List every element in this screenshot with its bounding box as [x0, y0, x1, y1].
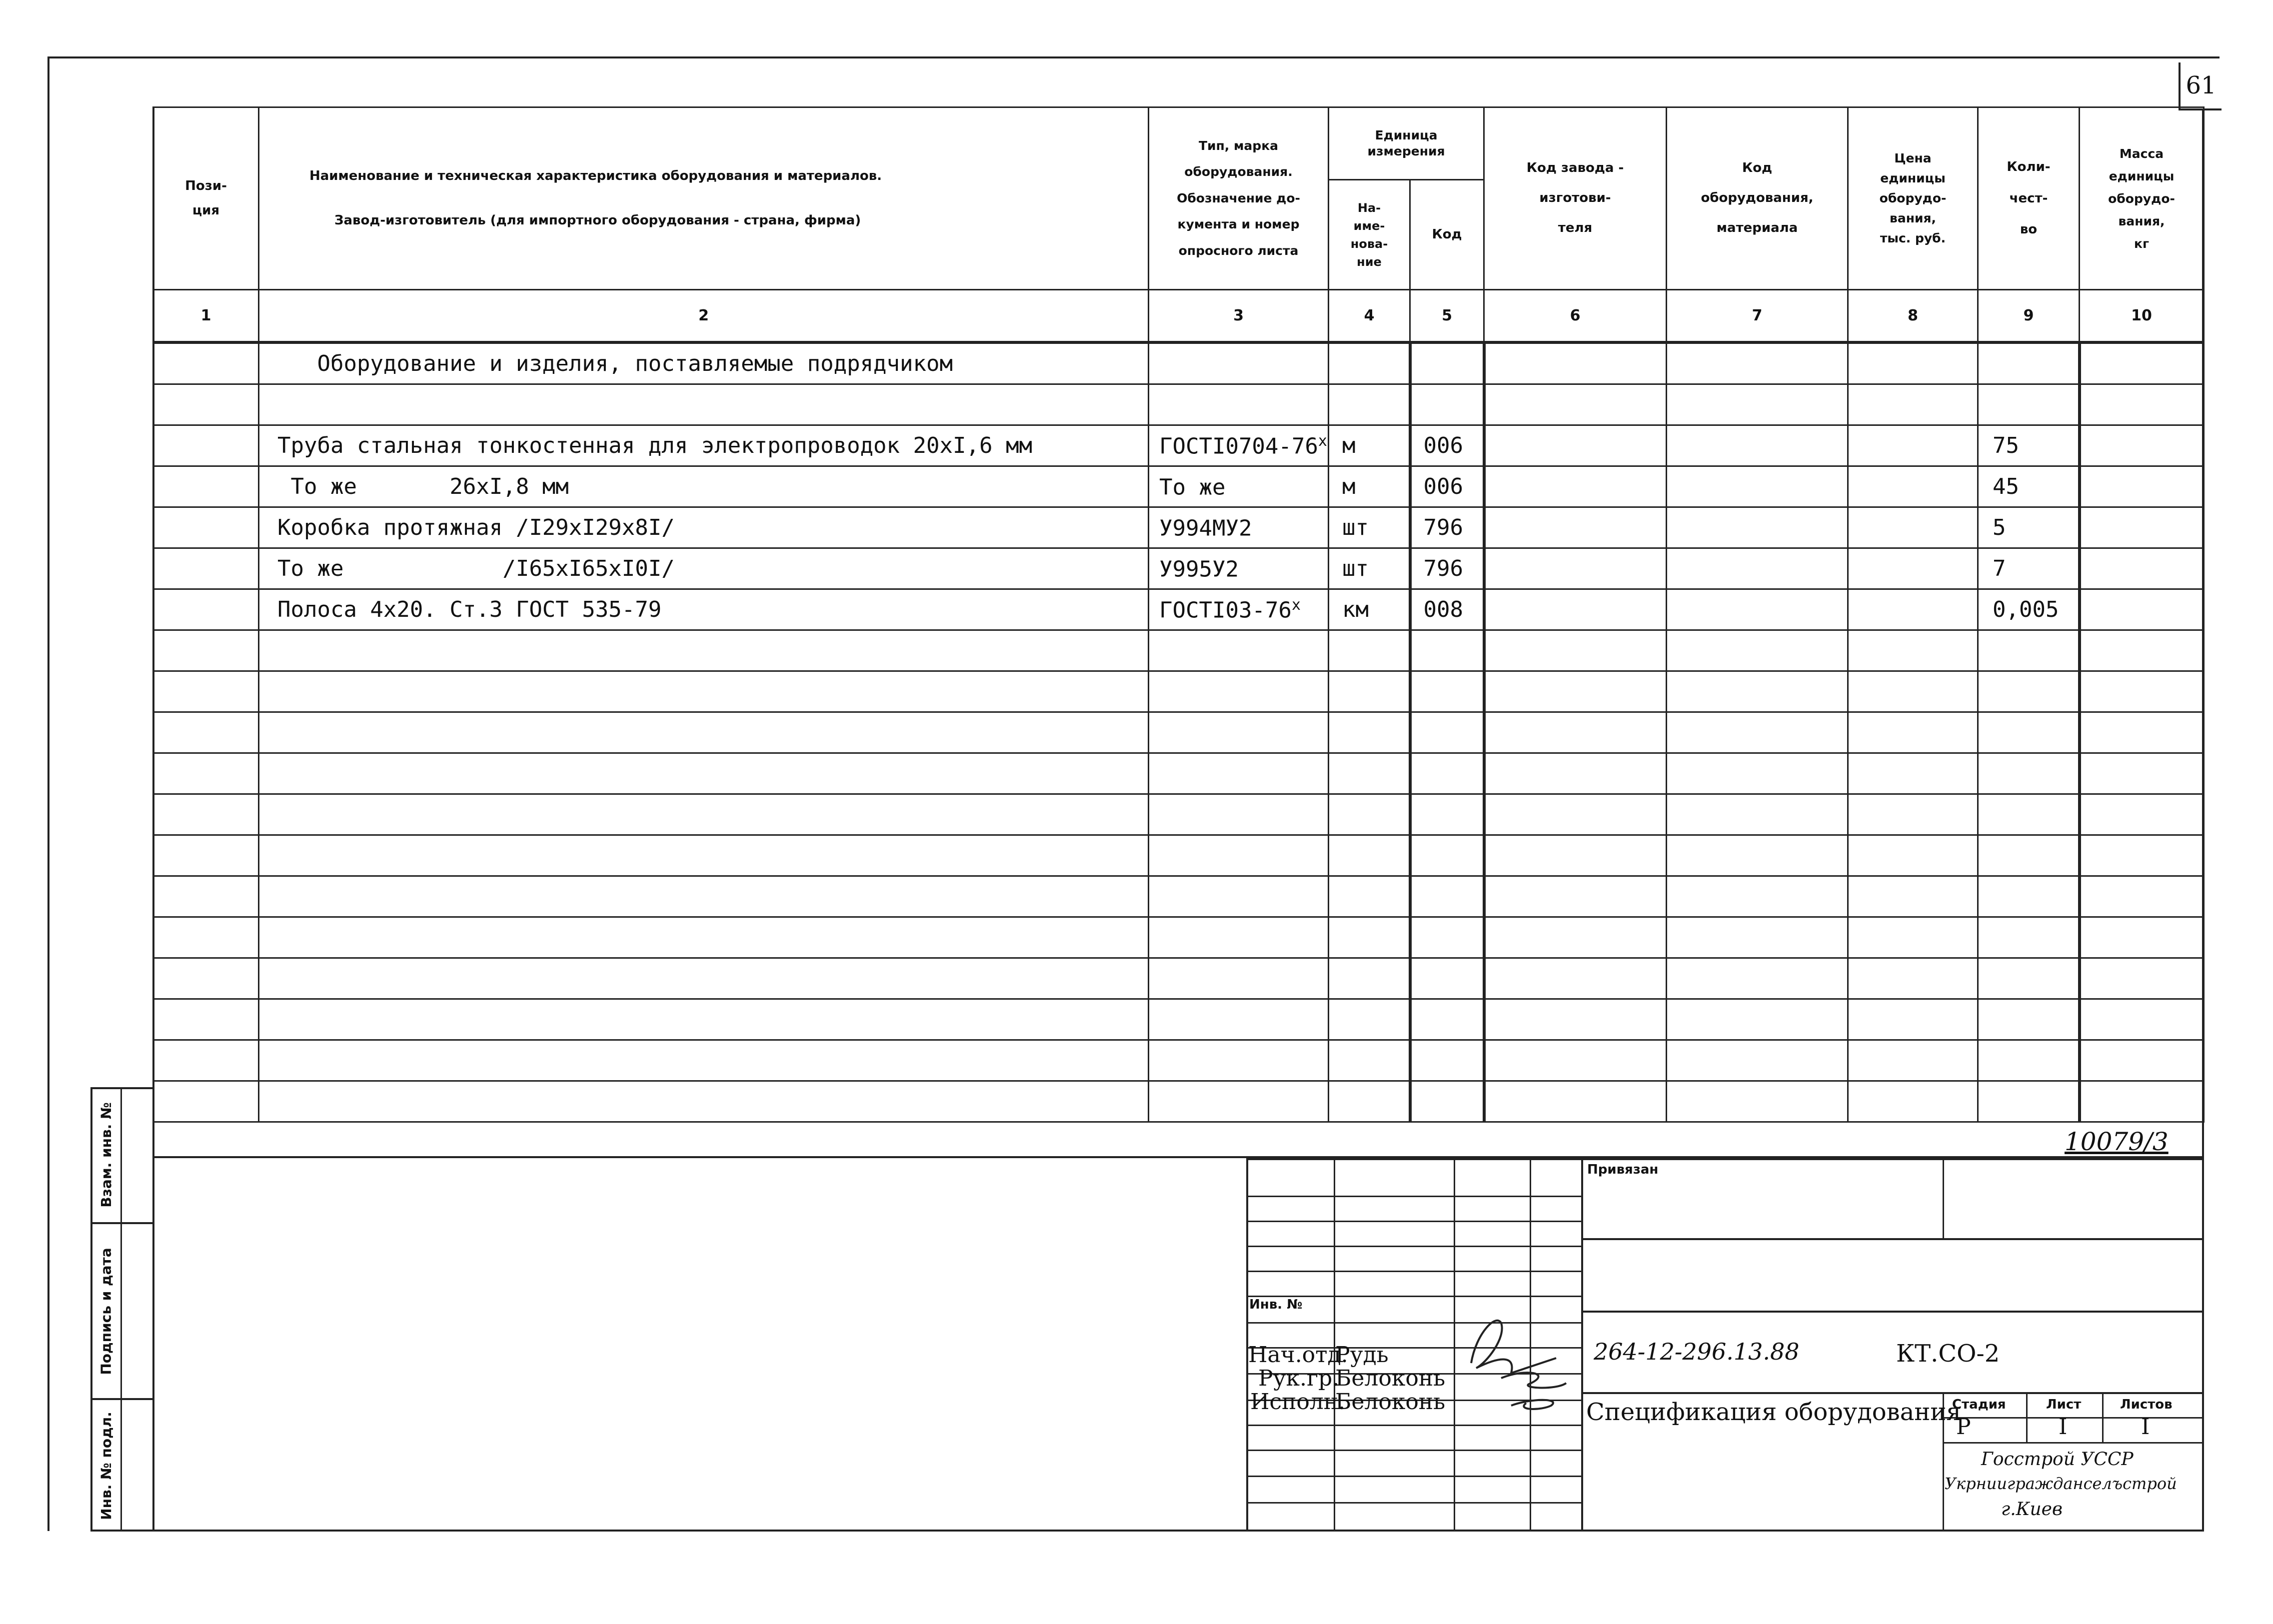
cell-c9 — [1978, 630, 2080, 671]
cell-c10 — [2080, 342, 2204, 384]
cell-c2 — [259, 466, 1149, 507]
col-num: 10 — [2080, 290, 2204, 343]
cell-c10 — [2080, 548, 2204, 589]
cell-c4 — [1329, 958, 1410, 999]
cell-unit: шт — [1342, 515, 1369, 540]
archive-number: 10079/3 — [2065, 1127, 2169, 1156]
cell-c2 — [259, 589, 1149, 630]
cell-c3 — [1149, 876, 1329, 917]
cell-c10 — [2080, 917, 2204, 958]
cell-c9 — [1978, 342, 2080, 384]
cell-c2 — [259, 425, 1149, 466]
cell-c2 — [259, 1081, 1149, 1122]
header-name-line1: Наименование и техническая характеристика оборудования и материалов. — [309, 168, 882, 183]
cell-c1 — [153, 630, 259, 671]
cell-c10 — [2080, 1081, 2204, 1122]
cell-c10 — [2080, 1040, 2204, 1081]
cell-c3 — [1149, 1040, 1329, 1081]
cell-c6 — [1484, 958, 1667, 999]
cell-unit: км — [1342, 597, 1369, 622]
podpis-label: Подпись и дата — [97, 1247, 114, 1375]
cell-c7 — [1667, 630, 1848, 671]
cell-c7 — [1667, 589, 1848, 630]
stage-label: Стадия — [1952, 1397, 2006, 1412]
cell-c6 — [1484, 917, 1667, 958]
cell-c8 — [1848, 507, 1978, 548]
cell-c6 — [1484, 466, 1667, 507]
cell-c10 — [2080, 425, 2204, 466]
header-name — [259, 107, 1149, 290]
cell-c7 — [1667, 1040, 1848, 1081]
data-rows — [153, 342, 2204, 1122]
cell-c1 — [153, 466, 259, 507]
cell-name: Коробка протяжная /I29хI29х8I/ — [277, 515, 675, 540]
cell-c7 — [1667, 425, 1848, 466]
cell-c4 — [1329, 1040, 1410, 1081]
cell-c4 — [1329, 671, 1410, 712]
table-row — [153, 466, 2204, 507]
cell-c3 — [1149, 384, 1329, 425]
cell-c1 — [153, 1040, 259, 1081]
header-type: Тип, марка оборудования. Обозначение до- кумента и номер опросного листа — [1149, 107, 1329, 290]
cell-c8 — [1848, 753, 1978, 794]
cell-c2 — [259, 917, 1149, 958]
cell-c5 — [1410, 589, 1484, 630]
cell-c5 — [1410, 753, 1484, 794]
cell-c4 — [1329, 384, 1410, 425]
cell-c6 — [1484, 342, 1667, 384]
header-unit-group: Единица измерения — [1329, 107, 1484, 180]
stage-value: Р — [1956, 1414, 1971, 1440]
cell-c5 — [1410, 671, 1484, 712]
cell-c10 — [2080, 671, 2204, 712]
cell-c2 — [259, 712, 1149, 753]
cell-c3 — [1149, 671, 1329, 712]
cell-c7 — [1667, 876, 1848, 917]
cell-c6 — [1484, 384, 1667, 425]
cell-type-superscript: х — [1291, 596, 1301, 614]
cell-c2 — [259, 384, 1149, 425]
cell-c2 — [259, 794, 1149, 835]
cell-c3 — [1149, 342, 1329, 384]
margin-strip — [90, 1087, 152, 1532]
cell-c3 — [1149, 630, 1329, 671]
cell-c9 — [1978, 1081, 2080, 1122]
cell-c6 — [1484, 835, 1667, 876]
cell-c2 — [259, 753, 1149, 794]
cell-code: 008 — [1423, 597, 1463, 622]
cell-qty: 0,005 — [1993, 597, 2059, 622]
cell-c8 — [1848, 630, 1978, 671]
cell-c3 — [1149, 917, 1329, 958]
cell-qty: 7 — [1993, 556, 2006, 581]
staff-role-3: Исполн. — [1250, 1389, 1346, 1415]
cell-name: То же /I65хI65хI0I/ — [277, 556, 675, 581]
cell-c2 — [259, 507, 1149, 548]
cell-c8 — [1848, 466, 1978, 507]
cell-c9 — [1978, 876, 2080, 917]
cell-c10 — [2080, 958, 2204, 999]
header-price: Цена единицы оборудо- вания, тыс. руб. — [1848, 107, 1978, 290]
cell-c4 — [1329, 466, 1410, 507]
cell-c10 — [2080, 466, 2204, 507]
cell-c9 — [1978, 794, 2080, 835]
cell-c8 — [1848, 548, 1978, 589]
cell-c4 — [1329, 589, 1410, 630]
cell-c3 — [1149, 712, 1329, 753]
sheets-label: Листов — [2120, 1397, 2173, 1412]
sheet-value: I — [2059, 1414, 2068, 1440]
inv-no-label: Инв. № — [1249, 1297, 1303, 1312]
cell-name: То же 26хI,8 мм — [277, 474, 569, 499]
cell-c7 — [1667, 999, 1848, 1040]
cell-c9 — [1978, 999, 2080, 1040]
table-row — [153, 384, 2204, 425]
sheet-label: Лист — [2046, 1397, 2082, 1412]
cell-c9 — [1978, 466, 2080, 507]
cell-c9 — [1978, 589, 2080, 630]
table-row — [153, 630, 2204, 671]
inv-podl-label: Инв. № подл. — [97, 1412, 114, 1520]
cell-c8 — [1848, 384, 1978, 425]
table-row — [153, 1081, 2204, 1122]
cell-c1 — [153, 876, 259, 917]
doc-code: КТ.СО-2 — [1896, 1340, 2000, 1368]
org-line1: Госстрой УССР — [1981, 1449, 2134, 1470]
col-num: 7 — [1667, 290, 1848, 343]
cell-name: Полоса 4х20. Ст.3 ГОСТ 535-79 — [277, 597, 662, 622]
cell-c5 — [1410, 958, 1484, 999]
header-unit-code: Код — [1410, 180, 1484, 290]
cell-c1 — [153, 999, 259, 1040]
cell-c5 — [1410, 794, 1484, 835]
cell-c8 — [1848, 835, 1978, 876]
cell-c9 — [1978, 753, 2080, 794]
cell-c8 — [1848, 958, 1978, 999]
doc-title: Спецификация оборудования — [1586, 1398, 1962, 1426]
cell-c7 — [1667, 384, 1848, 425]
col-num: 2 — [259, 290, 1149, 343]
sheet-number: 61 — [2179, 62, 2222, 110]
cell-c9 — [1978, 507, 2080, 548]
cell-c4 — [1329, 548, 1410, 589]
cell-c9 — [1978, 917, 2080, 958]
cell-c10 — [2080, 794, 2204, 835]
cell-type: ГОСТI03-76 — [1159, 597, 1292, 623]
table-row — [153, 425, 2204, 466]
cell-c1 — [153, 1081, 259, 1122]
cell-c8 — [1848, 876, 1978, 917]
cell-c5 — [1410, 876, 1484, 917]
cell-c3 — [1149, 835, 1329, 876]
cell-qty: 45 — [1993, 474, 2019, 499]
cell-c2 — [259, 548, 1149, 589]
cell-unit: шт — [1342, 556, 1369, 581]
cell-c5 — [1410, 425, 1484, 466]
cell-c2 — [259, 342, 1149, 384]
cell-c6 — [1484, 753, 1667, 794]
cell-c7 — [1667, 1081, 1848, 1122]
table-row — [153, 671, 2204, 712]
cell-code: 796 — [1423, 515, 1463, 540]
table-row — [153, 712, 2204, 753]
specification-table — [152, 106, 2205, 1123]
cell-c9 — [1978, 425, 2080, 466]
cell-c10 — [2080, 384, 2204, 425]
table-row — [153, 753, 2204, 794]
cell-type: То же — [1159, 474, 1226, 500]
cell-c10 — [2080, 589, 2204, 630]
cell-c4 — [1329, 1081, 1410, 1122]
cell-type: У994МУ2 — [1159, 515, 1252, 541]
cell-c7 — [1667, 342, 1848, 384]
cell-c4 — [1329, 630, 1410, 671]
staff-name-3: Белоконь — [1335, 1389, 1446, 1415]
cell-c8 — [1848, 671, 1978, 712]
col-num: 1 — [153, 290, 259, 343]
privyazan-label: Привязан — [1587, 1162, 1659, 1177]
cell-c5 — [1410, 835, 1484, 876]
cell-type: ГОСТI0704-76 — [1159, 433, 1318, 459]
table-row — [153, 999, 2204, 1040]
cell-c10 — [2080, 753, 2204, 794]
cell-c1 — [153, 835, 259, 876]
cell-c1 — [153, 712, 259, 753]
cell-c1 — [153, 342, 259, 384]
cell-c7 — [1667, 507, 1848, 548]
cell-c7 — [1667, 548, 1848, 589]
cell-c1 — [153, 548, 259, 589]
cell-c4 — [1329, 425, 1410, 466]
cell-qty: 75 — [1993, 433, 2019, 458]
cell-c4 — [1329, 507, 1410, 548]
staff-name-2: Белоконь — [1335, 1366, 1446, 1391]
table-row — [153, 548, 2204, 589]
title-block — [1246, 1158, 2203, 1532]
cell-c5 — [1410, 466, 1484, 507]
table-row — [153, 342, 2204, 384]
cell-c2 — [259, 1040, 1149, 1081]
header-unit-name: На- име- нова- ние — [1329, 180, 1410, 290]
cell-c8 — [1848, 712, 1978, 753]
signature-image — [1456, 1303, 1581, 1413]
table-row — [153, 917, 2204, 958]
cell-c3 — [1149, 1081, 1329, 1122]
cell-c5 — [1410, 548, 1484, 589]
cell-c10 — [2080, 835, 2204, 876]
cell-c1 — [153, 958, 259, 999]
cell-c3 — [1149, 589, 1329, 630]
cell-c9 — [1978, 384, 2080, 425]
cell-c3 — [1149, 548, 1329, 589]
cell-c1 — [153, 507, 259, 548]
cell-c2 — [259, 876, 1149, 917]
cell-c8 — [1848, 999, 1978, 1040]
cell-c8 — [1848, 589, 1978, 630]
cell-c4 — [1329, 876, 1410, 917]
cell-c4 — [1329, 794, 1410, 835]
cell-c1 — [153, 384, 259, 425]
cell-c2 — [259, 835, 1149, 876]
cell-c2 — [259, 958, 1149, 999]
cell-c1 — [153, 753, 259, 794]
cell-c10 — [2080, 630, 2204, 671]
col-num: 4 — [1329, 290, 1410, 343]
cell-c7 — [1667, 671, 1848, 712]
table-row — [153, 794, 2204, 835]
cell-c1 — [153, 589, 259, 630]
cell-c1 — [153, 794, 259, 835]
cell-code: 006 — [1423, 433, 1463, 458]
cell-c3 — [1149, 958, 1329, 999]
table-row — [153, 507, 2204, 548]
cell-c6 — [1484, 507, 1667, 548]
cell-c6 — [1484, 425, 1667, 466]
cell-unit: м — [1342, 433, 1356, 458]
cell-c7 — [1667, 958, 1848, 999]
col-num: 6 — [1484, 290, 1667, 343]
staff-role-1: Нач.отд. — [1248, 1342, 1348, 1368]
sheets-value: I — [2141, 1414, 2150, 1440]
cell-c6 — [1484, 589, 1667, 630]
cell-c5 — [1410, 712, 1484, 753]
cell-c6 — [1484, 671, 1667, 712]
header-factory-code: Код завода - изготови- теля — [1484, 107, 1667, 290]
header-position: Пози- ция — [153, 107, 259, 290]
staff-role-2: Рук.гр. — [1258, 1366, 1340, 1391]
cell-c4 — [1329, 999, 1410, 1040]
cell-c5 — [1410, 1081, 1484, 1122]
vzam-label: Взам. инв. № — [97, 1102, 114, 1208]
cell-c8 — [1848, 1040, 1978, 1081]
cell-c5 — [1410, 999, 1484, 1040]
cell-code: 006 — [1423, 474, 1463, 499]
cell-c2 — [259, 630, 1149, 671]
cell-c8 — [1848, 917, 1978, 958]
cell-c5 — [1410, 1040, 1484, 1081]
cell-c4 — [1329, 835, 1410, 876]
cell-c2 — [259, 999, 1149, 1040]
cell-c9 — [1978, 712, 2080, 753]
cell-name: Оборудование и изделия, поставляемые подрядчиком — [277, 351, 953, 376]
cell-c5 — [1410, 630, 1484, 671]
table-row — [153, 835, 2204, 876]
cell-c10 — [2080, 712, 2204, 753]
cell-c9 — [1978, 958, 2080, 999]
cell-c1 — [153, 917, 259, 958]
cell-c7 — [1667, 712, 1848, 753]
cell-c4 — [1329, 753, 1410, 794]
cell-c10 — [2080, 876, 2204, 917]
cell-c8 — [1848, 425, 1978, 466]
cell-c7 — [1667, 917, 1848, 958]
cell-c8 — [1848, 1081, 1978, 1122]
cell-unit: м — [1342, 474, 1356, 499]
cell-c3 — [1149, 794, 1329, 835]
cell-c4 — [1329, 917, 1410, 958]
cell-c5 — [1410, 384, 1484, 425]
cell-c9 — [1978, 835, 2080, 876]
cell-type: У995У2 — [1159, 556, 1239, 582]
table-row — [153, 1040, 2204, 1081]
staff-name-1: Рудь — [1335, 1342, 1389, 1368]
cell-c3 — [1149, 753, 1329, 794]
cell-c7 — [1667, 753, 1848, 794]
cell-c9 — [1978, 548, 2080, 589]
col-num: 5 — [1410, 290, 1484, 343]
cell-qty: 5 — [1993, 515, 2006, 540]
cell-c6 — [1484, 712, 1667, 753]
header-quantity: Коли- чест- во — [1978, 107, 2080, 290]
cell-c4 — [1329, 712, 1410, 753]
col-num: 8 — [1848, 290, 1978, 343]
cell-c6 — [1484, 1040, 1667, 1081]
table-row — [153, 589, 2204, 630]
header-row — [153, 107, 2204, 180]
column-number-row — [153, 290, 2204, 343]
frame-top — [47, 56, 2220, 58]
cell-c6 — [1484, 999, 1667, 1040]
cell-c5 — [1410, 917, 1484, 958]
project-code: 264-12-296.13.88 — [1594, 1338, 1800, 1365]
cell-c9 — [1978, 1040, 2080, 1081]
cell-c9 — [1978, 671, 2080, 712]
cell-c6 — [1484, 794, 1667, 835]
cell-c10 — [2080, 999, 2204, 1040]
cell-c2 — [259, 671, 1149, 712]
cell-c7 — [1667, 466, 1848, 507]
header-material-code: Код оборудования, материала — [1667, 107, 1848, 290]
cell-c4 — [1329, 342, 1410, 384]
cell-c1 — [153, 425, 259, 466]
cell-type-superscript: х — [1318, 432, 1327, 450]
cell-c1 — [153, 671, 259, 712]
cell-c3 — [1149, 999, 1329, 1040]
col-num: 3 — [1149, 290, 1329, 343]
cell-c8 — [1848, 342, 1978, 384]
cell-c7 — [1667, 835, 1848, 876]
col-num: 9 — [1978, 290, 2080, 343]
cell-name: Труба стальная тонкостенная для электропроводок 20хI,6 мм — [277, 433, 1032, 458]
frame-left — [47, 56, 49, 1531]
header-mass: Масса единицы оборудо- вания, кг — [2080, 107, 2204, 290]
cell-c7 — [1667, 794, 1848, 835]
header-name-line2: Завод-изготовитель (для импортного оборудования - страна, фирма) — [334, 213, 861, 228]
cell-c5 — [1410, 342, 1484, 384]
org-line3: г.Киев — [2001, 1499, 2063, 1520]
cell-c5 — [1410, 507, 1484, 548]
cell-c3 — [1149, 507, 1329, 548]
table-row — [153, 876, 2204, 917]
cell-c8 — [1848, 794, 1978, 835]
cell-c6 — [1484, 630, 1667, 671]
cell-code: 796 — [1423, 556, 1463, 581]
cell-c6 — [1484, 548, 1667, 589]
cell-c6 — [1484, 876, 1667, 917]
org-line2: Укрниигражданселъстрой — [1945, 1474, 2177, 1493]
cell-c10 — [2080, 507, 2204, 548]
table-row — [153, 958, 2204, 999]
cell-c3 — [1149, 466, 1329, 507]
cell-c6 — [1484, 1081, 1667, 1122]
cell-c3 — [1149, 425, 1329, 466]
